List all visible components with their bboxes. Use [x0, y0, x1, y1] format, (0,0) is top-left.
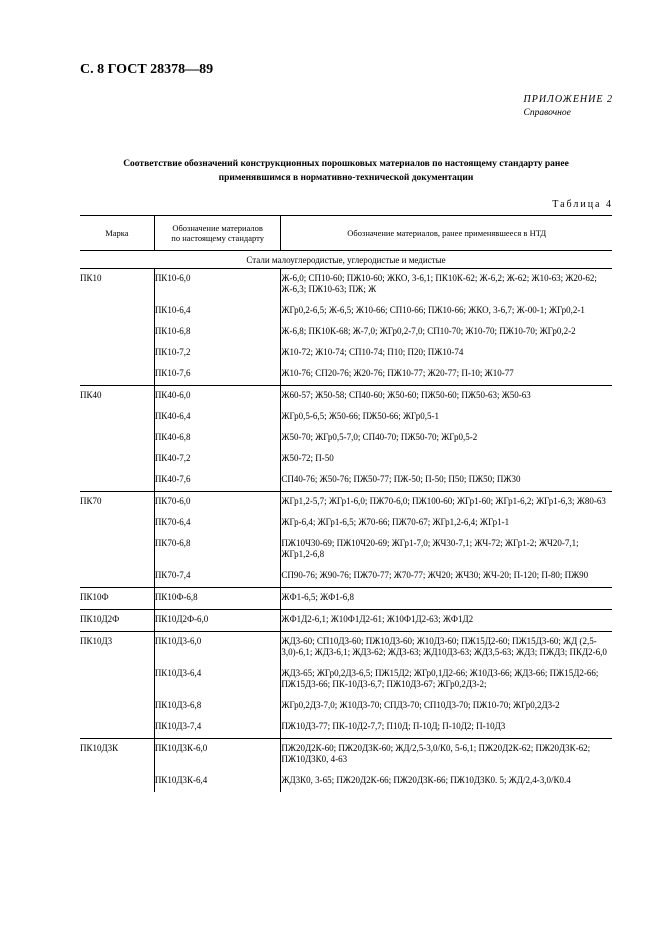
cell-designation: ПК10Д3-6,4 [154, 664, 281, 696]
cell-mark [80, 301, 154, 322]
table-row [80, 428, 612, 449]
table-row [80, 739, 612, 772]
table-row [80, 588, 612, 610]
column-header-designation [154, 216, 281, 251]
cell-mark [80, 470, 154, 492]
cell-mark: ПК70 [80, 492, 154, 514]
cell-designation: ПК10-6,0 [154, 269, 281, 302]
cell-designation: ПК70-6,4 [154, 513, 281, 534]
cell-mark: ПК10Д3К [80, 739, 154, 772]
cell-previous-designation: ЖД3-60; СП10Д3-60; ПЖ10Д3-60; Ж10Д3-60; ПЖ15Д2-60; ПЖ15Д3-60; ЖД (2,5-3,0)-6,1; ЖД3-6,1; ЖД3-62; ЖД3-63; ЖД10Д3-63; ЖД3,5-63; ЖД3; ПЖД3; ПКД2-6,0 [281, 632, 612, 665]
document-title-line-2: применявшимся в нормативно-технической документации [218, 173, 474, 183]
cell-mark [80, 717, 154, 739]
cell-designation: ПК10Д3К-6,0 [154, 739, 281, 772]
cell-previous-designation: ЖГр-6,4; ЖГр1-6,5; Ж70-66; ПЖ70-67; ЖГр1,2-6,4; ЖГр1-1 [281, 517, 510, 527]
cell-designation: ПК40-6,8 [154, 428, 281, 449]
cell-previous-designation: ЖГр0,2Д3-7,0; Ж10Д3-70; СПД3-70; СП10Д3-70; ПЖ10-70; ЖГр0,2Д3-2 [281, 700, 560, 710]
cell-designation: ПК10Д2Ф-6,0 [154, 610, 281, 632]
table-row [80, 407, 612, 428]
correspondence-table [80, 215, 612, 792]
cell-mark: ПК10Д2Ф [80, 610, 154, 632]
appendix-title: ПРИЛОЖЕНИЕ 2 [523, 94, 613, 105]
cell-mark: ПК10 [80, 269, 154, 302]
cell-designation: ПК70-6,8 [154, 534, 281, 566]
cell-mark [80, 449, 154, 470]
cell-designation: ПК10Д3-6,8 [154, 696, 281, 717]
cell-mark: ПК10Д3 [80, 632, 154, 665]
cell-designation: ПК70-6,0 [154, 492, 281, 514]
table-row [80, 771, 612, 792]
column-header-designation-line-1: Обозначение материалов [172, 223, 263, 233]
cell-previous-designation: ЖФ1Д2-6,1; Ж10Ф1Д2-61; Ж10Ф1Д2-63; ЖФ1Д2 [281, 610, 612, 632]
cell-mark [80, 771, 154, 792]
document-title-line-1: Соответствие обозначений конструкционных порошковых материалов по настоящему стандарту ранее [123, 159, 569, 169]
cell-designation: ПК70-7,4 [154, 566, 281, 588]
cell-mark [80, 534, 154, 566]
cell-previous-designation: ЖГр0,2-6,5; Ж-6,5; Ж10-66; СП10-66; ПЖ10-66; ЖКО, 3-6,7; Ж-00-1; ЖГр0,2-1 [281, 305, 585, 315]
cell-previous-designation: СП40-76; Ж50-76; ПЖ50-77; ПЖ-50; П-50; П50; ПЖ50; ПЖ30 [281, 474, 521, 484]
section-title: Стали малоуглеродистые, углеродистые и медистые [246, 255, 446, 265]
cell-designation: ПК40-7,2 [154, 449, 281, 470]
cell-previous-designation: ЖД3К0, 3-65; ПЖ20Д2К-66; ПЖ20Д3К-66; ПЖ10Д3К0. 5; ЖД/2,4-3,0/К0.4 [281, 775, 571, 785]
cell-designation: ПК40-6,4 [154, 407, 281, 428]
table-row [80, 386, 612, 408]
table-row [80, 566, 612, 588]
document-title [96, 157, 596, 185]
cell-previous-designation: ЖД3-65; ЖГр0,2Д3-6,5; ПЖ15Д2; ЖГр0,1Д2-66; Ж10Д3-66; ЖД3-66; ПЖ15Д2-66; ПЖ15Д3-66; ПК-10Д3-6,7; ПЖ10Д3-67; ЖГр0,2Д3-2; [281, 668, 599, 689]
appendix-subtitle: Справочное [523, 108, 571, 118]
cell-mark [80, 322, 154, 343]
table-row [80, 449, 612, 470]
cell-previous-designation: ПЖ20Д2К-60; ПЖ20Д3К-60; ЖД/2,5-3,0/К0, 5-6,1; ПЖ20Д2К-62; ПЖ20Д3К-62; ПЖ10Д3К0, 4-63 [281, 739, 612, 772]
cell-designation: ПК10Д3К-6,4 [154, 771, 281, 792]
column-header-previous: Обозначение материалов, ранее применявшееся в НТД [281, 216, 612, 251]
table-row [80, 513, 612, 534]
section-row [80, 251, 612, 269]
cell-previous-designation: СП90-76; Ж90-76; ПЖ70-77; Ж70-77; ЖЧ20; ЖЧ30; ЖЧ-20; П-120; П-80; ПЖ90 [281, 570, 589, 580]
cell-designation: ПК40-6,0 [154, 386, 281, 408]
table-row [80, 343, 612, 364]
cell-mark [80, 364, 154, 386]
table-row [80, 717, 612, 739]
cell-mark [80, 428, 154, 449]
cell-previous-designation: ЖГр1,2-5,7; ЖГр1-6,0; ПЖ70-6,0; ПЖ100-60; ЖГр1-60; ЖГр1-6,2; ЖГр1-6,3; Ж80-63 [281, 492, 612, 514]
cell-mark [80, 696, 154, 717]
cell-previous-designation: Ж50-72; П-50 [281, 453, 334, 463]
column-header-designation-line-2: по настоящему стандарту [171, 233, 264, 243]
cell-previous-designation: Ж-6,8; ПК10К-68; Ж-7,0; ЖГр0,2-7,0; СП10-70; Ж10-70; ПЖ10-70; ЖГр0,2-2 [281, 326, 576, 336]
cell-previous-designation: Ж10-76; СП20-76; Ж20-76; ПЖ10-77; Ж20-77; П-10; Ж10-77 [281, 368, 514, 378]
table-row [80, 664, 612, 696]
cell-previous-designation: Ж60-57; Ж50-58; СП40-60; Ж50-60; ПЖ50-60; ПЖ50-63; Ж50-63 [281, 386, 612, 408]
column-header-mark: Марка [80, 216, 154, 251]
table-row [80, 534, 612, 566]
cell-designation: ПК10-6,8 [154, 322, 281, 343]
cell-mark [80, 566, 154, 588]
cell-mark: ПК10Ф [80, 588, 154, 610]
cell-previous-designation: Ж10-72; Ж10-74; СП10-74; П10; П20; ПЖ10-74 [281, 347, 464, 357]
cell-designation: ПК10-7,2 [154, 343, 281, 364]
cell-designation: ПК40-7,6 [154, 470, 281, 492]
table-row [80, 322, 612, 343]
table-header-row [80, 216, 612, 251]
cell-mark [80, 513, 154, 534]
table-row [80, 610, 612, 632]
cell-designation: ПК10-7,6 [154, 364, 281, 386]
cell-previous-designation: Ж50-70; ЖГр0,5-7,0; СП40-70; ПЖ50-70; ЖГр0,5-2 [281, 432, 478, 442]
cell-mark: ПК40 [80, 386, 154, 408]
cell-previous-designation: ЖФ1-6,5; ЖФ1-6,8 [281, 588, 612, 610]
cell-mark [80, 407, 154, 428]
cell-mark [80, 664, 154, 696]
table-label: Таблица 4 [552, 199, 613, 210]
cell-designation: ПК10-6,4 [154, 301, 281, 322]
table-row [80, 364, 612, 386]
table-row [80, 492, 612, 514]
cell-designation: ПК10Д3-7,4 [154, 717, 281, 739]
cell-previous-designation: ПЖ10Ч30-69; ПЖ10Ч20-69; ЖГр1-7,0; ЖЧ30-7,1; ЖЧ-72; ЖГр1-2; ЖЧ20-7,1; ЖГр1,2-6,8 [281, 538, 579, 559]
appendix-block [524, 94, 614, 118]
cell-previous-designation: ЖГр0,5-6,5; Ж50-66; ПЖ50-66; ЖГр0,5-1 [281, 411, 439, 421]
table-row [80, 696, 612, 717]
page-header: С. 8 ГОСТ 28378—89 [80, 62, 214, 77]
cell-designation: ПК10Ф-6,8 [154, 588, 281, 610]
table-body [80, 251, 612, 793]
table-row [80, 269, 612, 302]
table-row [80, 632, 612, 665]
cell-previous-designation: ПЖ10Д3-77; ПК-10Д2-7,7; П10Д; П-10Д; П-10Д2; П-10Д3 [281, 721, 506, 731]
cell-previous-designation: Ж-6,0; СП10-60; ПЖ10-60; ЖКО, 3-6,1; ПК10К-62; Ж-6,2; Ж-62; Ж10-63; Ж20-62; Ж-6,3; ПЖ10-63; ПЖ; Ж [281, 269, 612, 302]
table-row [80, 470, 612, 492]
cell-designation: ПК10Д3-6,0 [154, 632, 281, 665]
cell-mark [80, 343, 154, 364]
table-row [80, 301, 612, 322]
